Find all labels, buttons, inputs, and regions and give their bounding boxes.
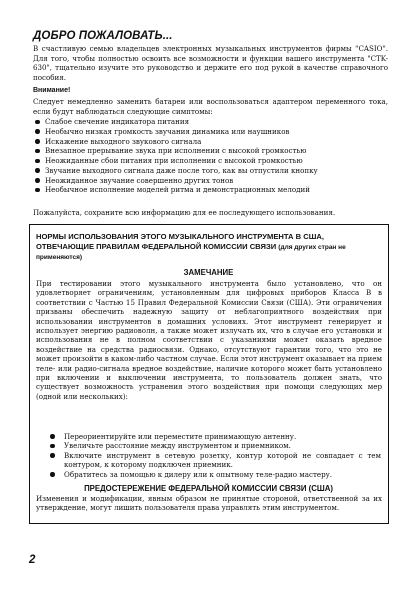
fcc-warning-heading: ПРЕДОСТЕРЕЖЕНИЕ ФЕДЕРАЛЬНОЙ КОМИССИИ СВЯЗИ (США) xyxy=(84,484,333,493)
symptom-item: Неожиданные сбои питания при исполнении с высокой громкостью xyxy=(33,156,388,166)
measure-item: Увеличьте расстояние между инструментом и приемником. xyxy=(48,441,381,450)
symptom-item: Внезапное прерывание звука при исполнении с высокой громкостью xyxy=(33,146,388,156)
fcc-box-title-note: (для других стран не применяются) xyxy=(36,243,346,262)
symptom-item: Необычное исполнение моделей ритма и демонстрационных мелодий xyxy=(33,185,388,195)
page-number: 2 xyxy=(29,554,36,566)
notice-paragraph: При тестировании этого музыкального инструмента было установлено, что он удовлетворяет ограничениям, установленным для цифровых приборов Класса В в соответствии с Частью 15 Правил Федеральной Комиссии Связи (США). Эти ограничения призваны обеспечить надежную защиту от неблагоприятного воздействия при использовании инструментов в домашних условиях. Этот инструмент генерирует и использует энергию радиоволн, а также может излучать их, что в случае его установки и использования не в полном соответствии с указаниями может оказать вредное воздействие на средства радиосвязи. Однако, отсутствуют гарантии того, что это не может произойти в каком-либо частном случае. Если этот инструмент оказывает на прием теле- или радио-сигнала вредное воздействие, наличие которого может быть установлено при включении и выключении инструмента, то пользователь должен знать, что существует возможность устранения этого воздействия при помощи следующих мер (одной или нескольких): xyxy=(36,279,382,401)
symptom-list xyxy=(33,117,388,195)
intro-paragraph: В счастливую семью владельцев электронных музыкальных инструментов фирмы "CASIO". Для того, чтобы полностью освоить все возможности и функции вашего инструмента "CTK-630", тщательно изучите это руководство и держите его под рукой в качестве справочного пособия. xyxy=(33,44,388,82)
measure-item: Включите инструмент в сетевую розетку, контур которой не совпадает с тем контуром, к которому подключен приемник. xyxy=(48,451,381,470)
fcc-warning-paragraph: Изменения и модификации, явным образом не принятые стороной, ответственной за их утверждение, могут лишить пользователя права управлять этим инструментом. xyxy=(36,494,382,513)
fcc-box-title xyxy=(36,232,381,263)
attention-paragraph: Следует немедленно заменить батареи или воспользоваться адаптером переменного тока, если будут наблюдаться следующие симптомы: xyxy=(33,97,388,116)
symptom-item: Слабое свечение индикатора питания xyxy=(33,117,388,127)
measure-item: Обратитесь за помощью к дилеру или к опытному теле-радио мастеру. xyxy=(48,470,381,479)
symptom-item: Искажение выходного звукового сигнала xyxy=(33,137,388,147)
welcome-heading: ДОБРО ПОЖАЛОВАТЬ... xyxy=(33,30,173,42)
save-info-note: Пожалуйста, сохраните всю информацию для ее последующего использования. xyxy=(33,208,336,217)
measure-item: Переориентируйте или переместите принимающую антенну. xyxy=(48,432,381,441)
attention-heading: Внимание! xyxy=(33,87,71,94)
symptom-item: Звучание выходного сигнала даже после того, как вы отпустили кнопку xyxy=(33,166,388,176)
symptom-item: Необычно низкая громкость звучания динамика или наушников xyxy=(33,127,388,137)
symptom-item: Неожиданное звучание совершенно других тонов xyxy=(33,176,388,186)
interference-measures-list xyxy=(48,432,381,479)
fcc-box-title-text: НОРМЫ ИСПОЛЬЗОВАНИЯ ЭТОГО МУЗЫКАЛЬНОГО ИНСТРУМЕНТА В США, ОТВЕЧАЮЩИЕ ПРАВИЛАМ ФЕДЕРАЛЬНОЙ КОМИССИИ СВЯЗИ xyxy=(36,232,324,251)
notice-heading: ЗАМЕЧАНИЕ xyxy=(183,268,234,277)
